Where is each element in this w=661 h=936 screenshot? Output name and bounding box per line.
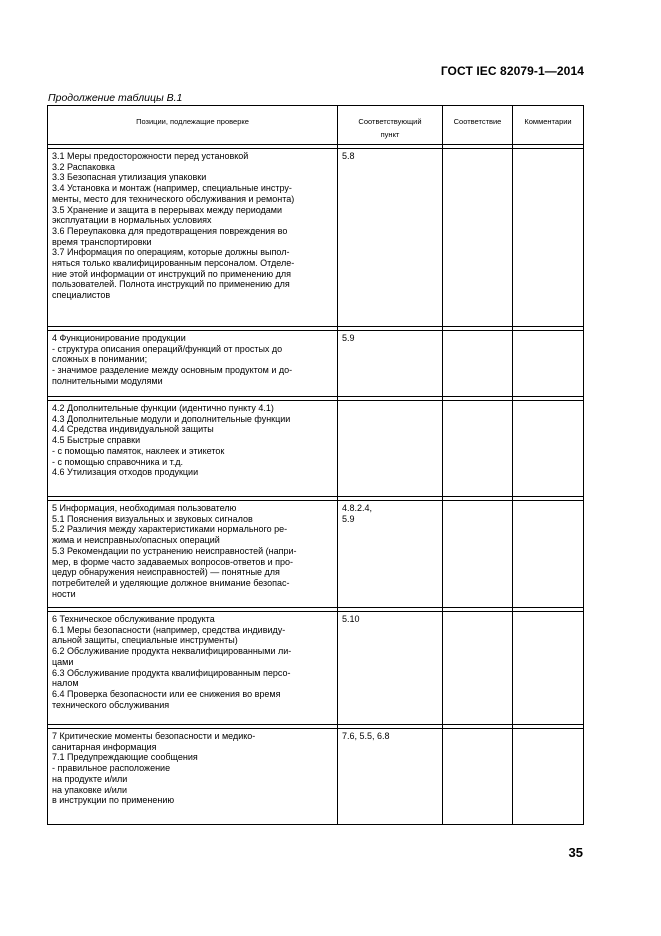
item-line: - с помощью справочника и т.д. <box>52 456 184 467</box>
item-line: время транспортировки <box>52 236 152 247</box>
item-line: специалистов <box>52 290 111 301</box>
item-line: 5.3 Рекомендации по устранению неисправностей (напри- <box>52 545 297 556</box>
clause-cell: 7.6, 5.5, 6.8 <box>338 729 443 825</box>
item-line: полнительными модулями <box>52 375 163 386</box>
item-line: ние этой информации от инструкций по применению для <box>52 268 291 279</box>
item-line: - значимое разделение между основным продуктом и до- <box>52 365 293 376</box>
column-header-comments: Комментарии <box>513 106 584 145</box>
comments-cell <box>513 149 584 327</box>
table-row <box>48 331 584 397</box>
checklist-table <box>47 105 584 825</box>
item-line: на упаковке и/или <box>52 784 128 795</box>
item-line: 5.2 Различия между характеристиками нормального ре- <box>52 524 288 535</box>
items-cell <box>48 401 338 497</box>
standard-code: ГОСТ IEC 82079-1—2014 <box>440 64 584 78</box>
item-line: - правильное расположение <box>52 763 171 774</box>
clause-cell <box>338 401 443 497</box>
item-line: - с помощью памяток, наклеек и этикеток <box>52 445 225 456</box>
compliance-cell <box>443 501 513 608</box>
compliance-cell <box>443 729 513 825</box>
compliance-cell <box>443 612 513 725</box>
item-line: сложных в понимании; <box>52 354 148 365</box>
item-line: 4.2 Дополнительные функции (идентично пункту 4.1) <box>52 403 274 413</box>
item-line: 6.2 Обслуживание продукта неквалифицированными ли- <box>52 646 292 657</box>
item-line: технического обслуживания <box>52 699 170 710</box>
item-line: 7.1 Предупреждающие сообщения <box>52 752 198 763</box>
compliance-cell <box>443 401 513 497</box>
table-row <box>48 612 584 725</box>
item-line: 4.4 Средства индивидуальной защиты <box>52 424 214 435</box>
table-row <box>48 401 584 497</box>
item-line: 3.1 Меры предосторожности перед установкой <box>52 151 249 161</box>
column-header-compliance: Соответствие <box>443 106 513 145</box>
table-row <box>48 729 584 825</box>
items-cell <box>48 612 338 725</box>
item-line: 5 Информация, необходимая пользователю <box>52 503 237 513</box>
items-cell <box>48 149 338 327</box>
item-line: эксплуатации в нормальных условиях <box>52 215 212 226</box>
item-line: 4.3 Дополнительные модули и дополнительные функции <box>52 413 291 424</box>
item-line: налом <box>52 678 79 689</box>
item-line: жима и неисправных/опасных операций <box>52 535 220 546</box>
item-line: 3.2 Распаковка <box>52 161 116 172</box>
column-header-items: Позиции, подлежащие проверке <box>48 106 338 145</box>
clause-cell: 5.8 <box>338 149 443 327</box>
table-caption: Продолжение таблицы В.1 <box>48 92 183 104</box>
item-line: 3.3 Безопасная утилизация упаковки <box>52 172 207 183</box>
items-cell <box>48 331 338 397</box>
item-line: 3.5 Хранение и защита в перерывах между периодами <box>52 204 283 215</box>
comments-cell <box>513 729 584 825</box>
item-line: 5.1 Пояснения визуальных и звуковых сигналов <box>52 513 253 524</box>
comments-cell <box>513 331 584 397</box>
item-line: 3.7 Информация по операциям, которые должны выпол- <box>52 247 290 258</box>
item-line: цедур обнаружения неисправностей) — понятные для <box>52 567 280 578</box>
clause-cell: 5.10 <box>338 612 443 725</box>
table-header-row <box>48 106 584 145</box>
item-line: 6 Техническое обслуживание продукта <box>52 614 215 624</box>
page-number: 35 <box>568 845 583 860</box>
column-header-clause: Соответствующий пункт <box>338 106 443 145</box>
item-line: санитарная информация <box>52 741 157 752</box>
item-line: пользователей. Полнота инструкций по применению для <box>52 279 290 290</box>
item-line: ности <box>52 588 76 599</box>
comments-cell <box>513 612 584 725</box>
item-line: на продукте и/или <box>52 773 128 784</box>
item-line: менты, место для технического обслуживания и ремонта) <box>52 193 295 204</box>
item-line: няться только квалифицированным персоналом. Отделе- <box>52 258 295 269</box>
item-line: потребителей и уделяющие должное внимание безопас- <box>52 577 290 588</box>
item-line: 6.4 Проверка безопасности или ее снижения во время <box>52 688 281 699</box>
item-line: альной защиты, специальные инструменты) <box>52 635 238 646</box>
item-line: 4.5 Быстрые справки <box>52 435 141 446</box>
item-line: в инструкции по применению <box>52 795 175 806</box>
comments-cell <box>513 401 584 497</box>
item-line: 4.6 Утилизация отходов продукции <box>52 467 199 478</box>
item-line: 3.4 Установка и монтаж (например, специальные инстру- <box>52 183 292 194</box>
item-line: 7 Критические моменты безопасности и медико- <box>52 731 256 741</box>
item-line: 4 Функционирование продукции <box>52 333 186 343</box>
compliance-cell <box>443 331 513 397</box>
item-line: 6.1 Меры безопасности (например, средства индивиду- <box>52 624 286 635</box>
item-line: - структура описания операций/функций от простых до <box>52 343 283 354</box>
table-row <box>48 149 584 327</box>
item-line: мер, в форме часто задаваемых вопросов-ответов и про- <box>52 556 294 567</box>
item-line: цами <box>52 656 74 667</box>
clause-cell: 5.9 <box>338 331 443 397</box>
comments-cell <box>513 501 584 608</box>
items-cell <box>48 501 338 608</box>
table-row <box>48 501 584 608</box>
item-line: 6.3 Обслуживание продукта квалифицированным персо- <box>52 667 291 678</box>
items-cell <box>48 729 338 825</box>
compliance-cell <box>443 149 513 327</box>
item-line: 3.6 Переупаковка для предотвращения повреждения во <box>52 225 288 236</box>
clause-cell: 4.8.2.4, 5.9 <box>338 501 443 608</box>
